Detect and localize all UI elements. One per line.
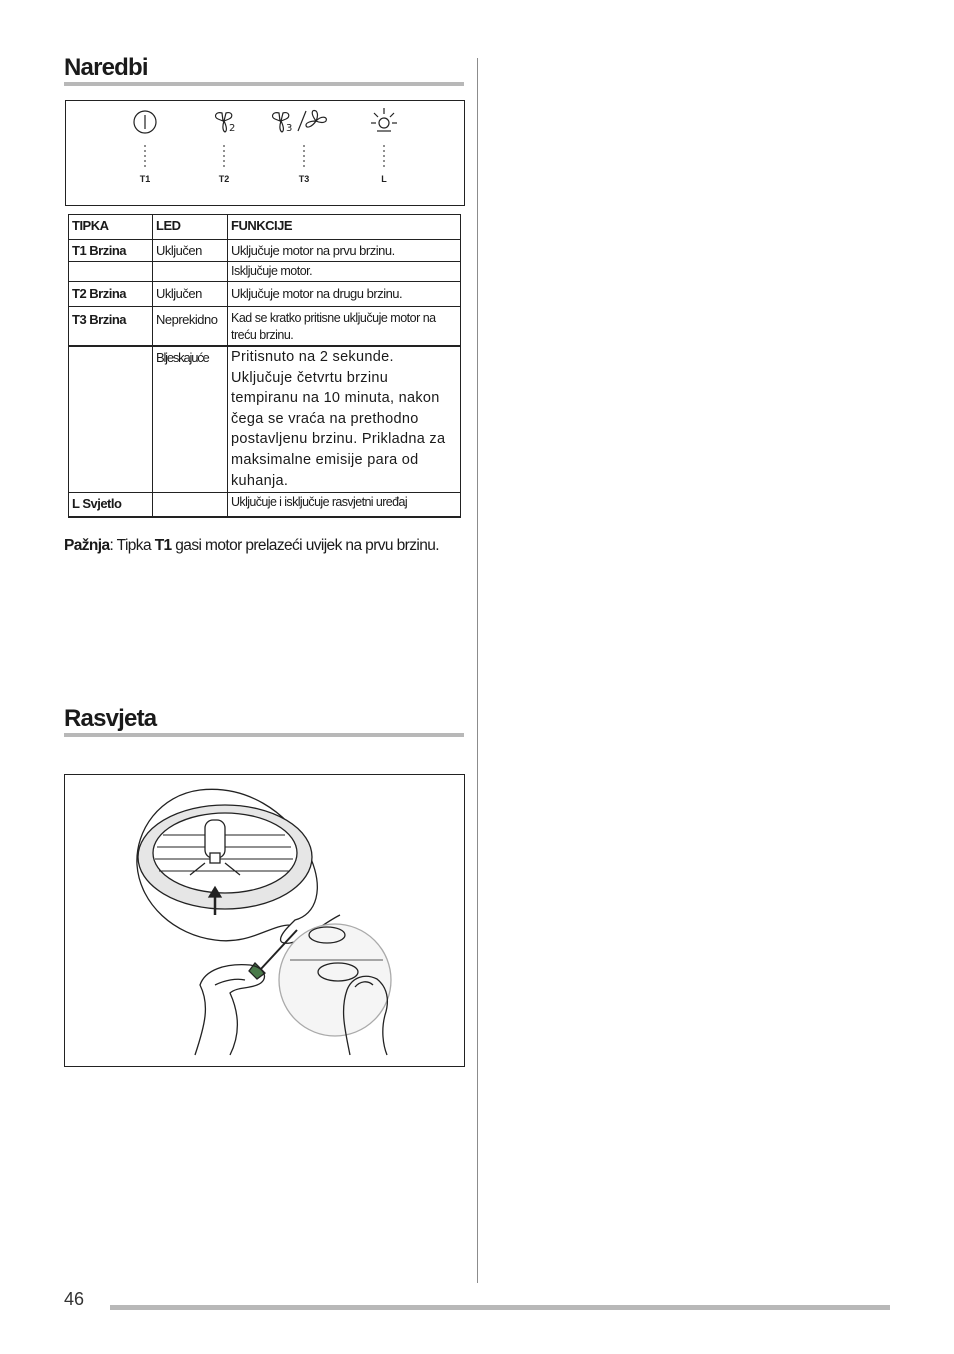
power-icon — [134, 111, 156, 133]
table-cell-key: L Svjetlo — [69, 493, 153, 518]
table-cell-key: T3 Brzina — [69, 307, 153, 347]
table-header: FUNKCIJE — [228, 215, 461, 240]
table-header-row — [69, 215, 461, 240]
table-cell-led: Uključen — [153, 240, 228, 262]
table-cell-led — [153, 493, 228, 518]
table-cell-key: T2 Brzina — [69, 282, 153, 307]
fan-speed-2-icon — [215, 113, 235, 134]
table-cell-function: Uključuje i isključuje rasvjetni uređaj — [228, 493, 461, 518]
control-panel-drawing — [66, 101, 464, 205]
table-row — [69, 346, 461, 493]
table-cell-function: Uključuje motor na prvu brzinu. — [228, 240, 461, 262]
attention-note — [64, 535, 464, 556]
section-heading-lighting: Rasvjeta — [64, 705, 157, 732]
heading-rule — [64, 733, 464, 737]
heading-rule — [64, 82, 464, 86]
table-cell-function: Uključuje motor na drugu brzinu. — [228, 282, 461, 307]
table-cell-key: T1 Brzina — [69, 240, 153, 262]
note-text: gasi motor prelazeći uvijek na prvu brzinu. — [171, 537, 439, 554]
page-number: 46 — [64, 1289, 85, 1309]
table-cell-key — [69, 346, 153, 493]
note-label: Pažnja — [64, 537, 110, 554]
control-label-t2: T2 — [218, 174, 230, 184]
control-label-l: L — [381, 174, 387, 184]
table-header: TIPKA — [69, 215, 153, 240]
lamp-replacement-drawing — [65, 775, 464, 1066]
table-row — [69, 262, 461, 282]
control-label-t3: T3 — [298, 174, 310, 184]
fan-speed-3-4-icon — [272, 110, 326, 134]
svg-text:3: 3 — [286, 123, 293, 134]
table-row — [69, 307, 461, 347]
table-cell-led: Bljeskajuće — [153, 346, 228, 493]
table-cell-led — [153, 262, 228, 282]
control-label-t1: T1 — [139, 174, 151, 184]
table-row — [69, 493, 461, 518]
table-cell-function: Isključuje motor. — [228, 262, 461, 282]
table-header: LED — [153, 215, 228, 240]
table-cell-led: Neprekidno — [153, 307, 228, 347]
light-icon — [371, 108, 397, 131]
table-row — [69, 240, 461, 262]
table-cell-key — [69, 262, 153, 282]
table-cell-function: Pritisnuto na 2 sekunde. Uključuje četvrtu brzinu tempiranu na 10 minuta, nakon čega se vraća na prethodno postavljenu brzinu. Prikladna za maksimalne emisije para od kuhanja. — [228, 346, 461, 493]
lighting-illustration — [64, 774, 465, 1067]
section-heading-controls: Naredbi — [64, 54, 148, 81]
column-divider — [477, 58, 478, 1283]
table-cell-function: Kad se kratko pritisne uključuje motor na treću brzinu. — [228, 307, 461, 347]
control-panel-diagram — [65, 100, 465, 206]
table-row — [69, 282, 461, 307]
function-table — [68, 214, 461, 518]
footer-rule — [110, 1305, 890, 1310]
table-cell-led: Uključen — [153, 282, 228, 307]
svg-text:2: 2 — [229, 123, 236, 134]
note-key: T1 — [154, 537, 172, 554]
note-text: : Tipka — [109, 537, 155, 554]
